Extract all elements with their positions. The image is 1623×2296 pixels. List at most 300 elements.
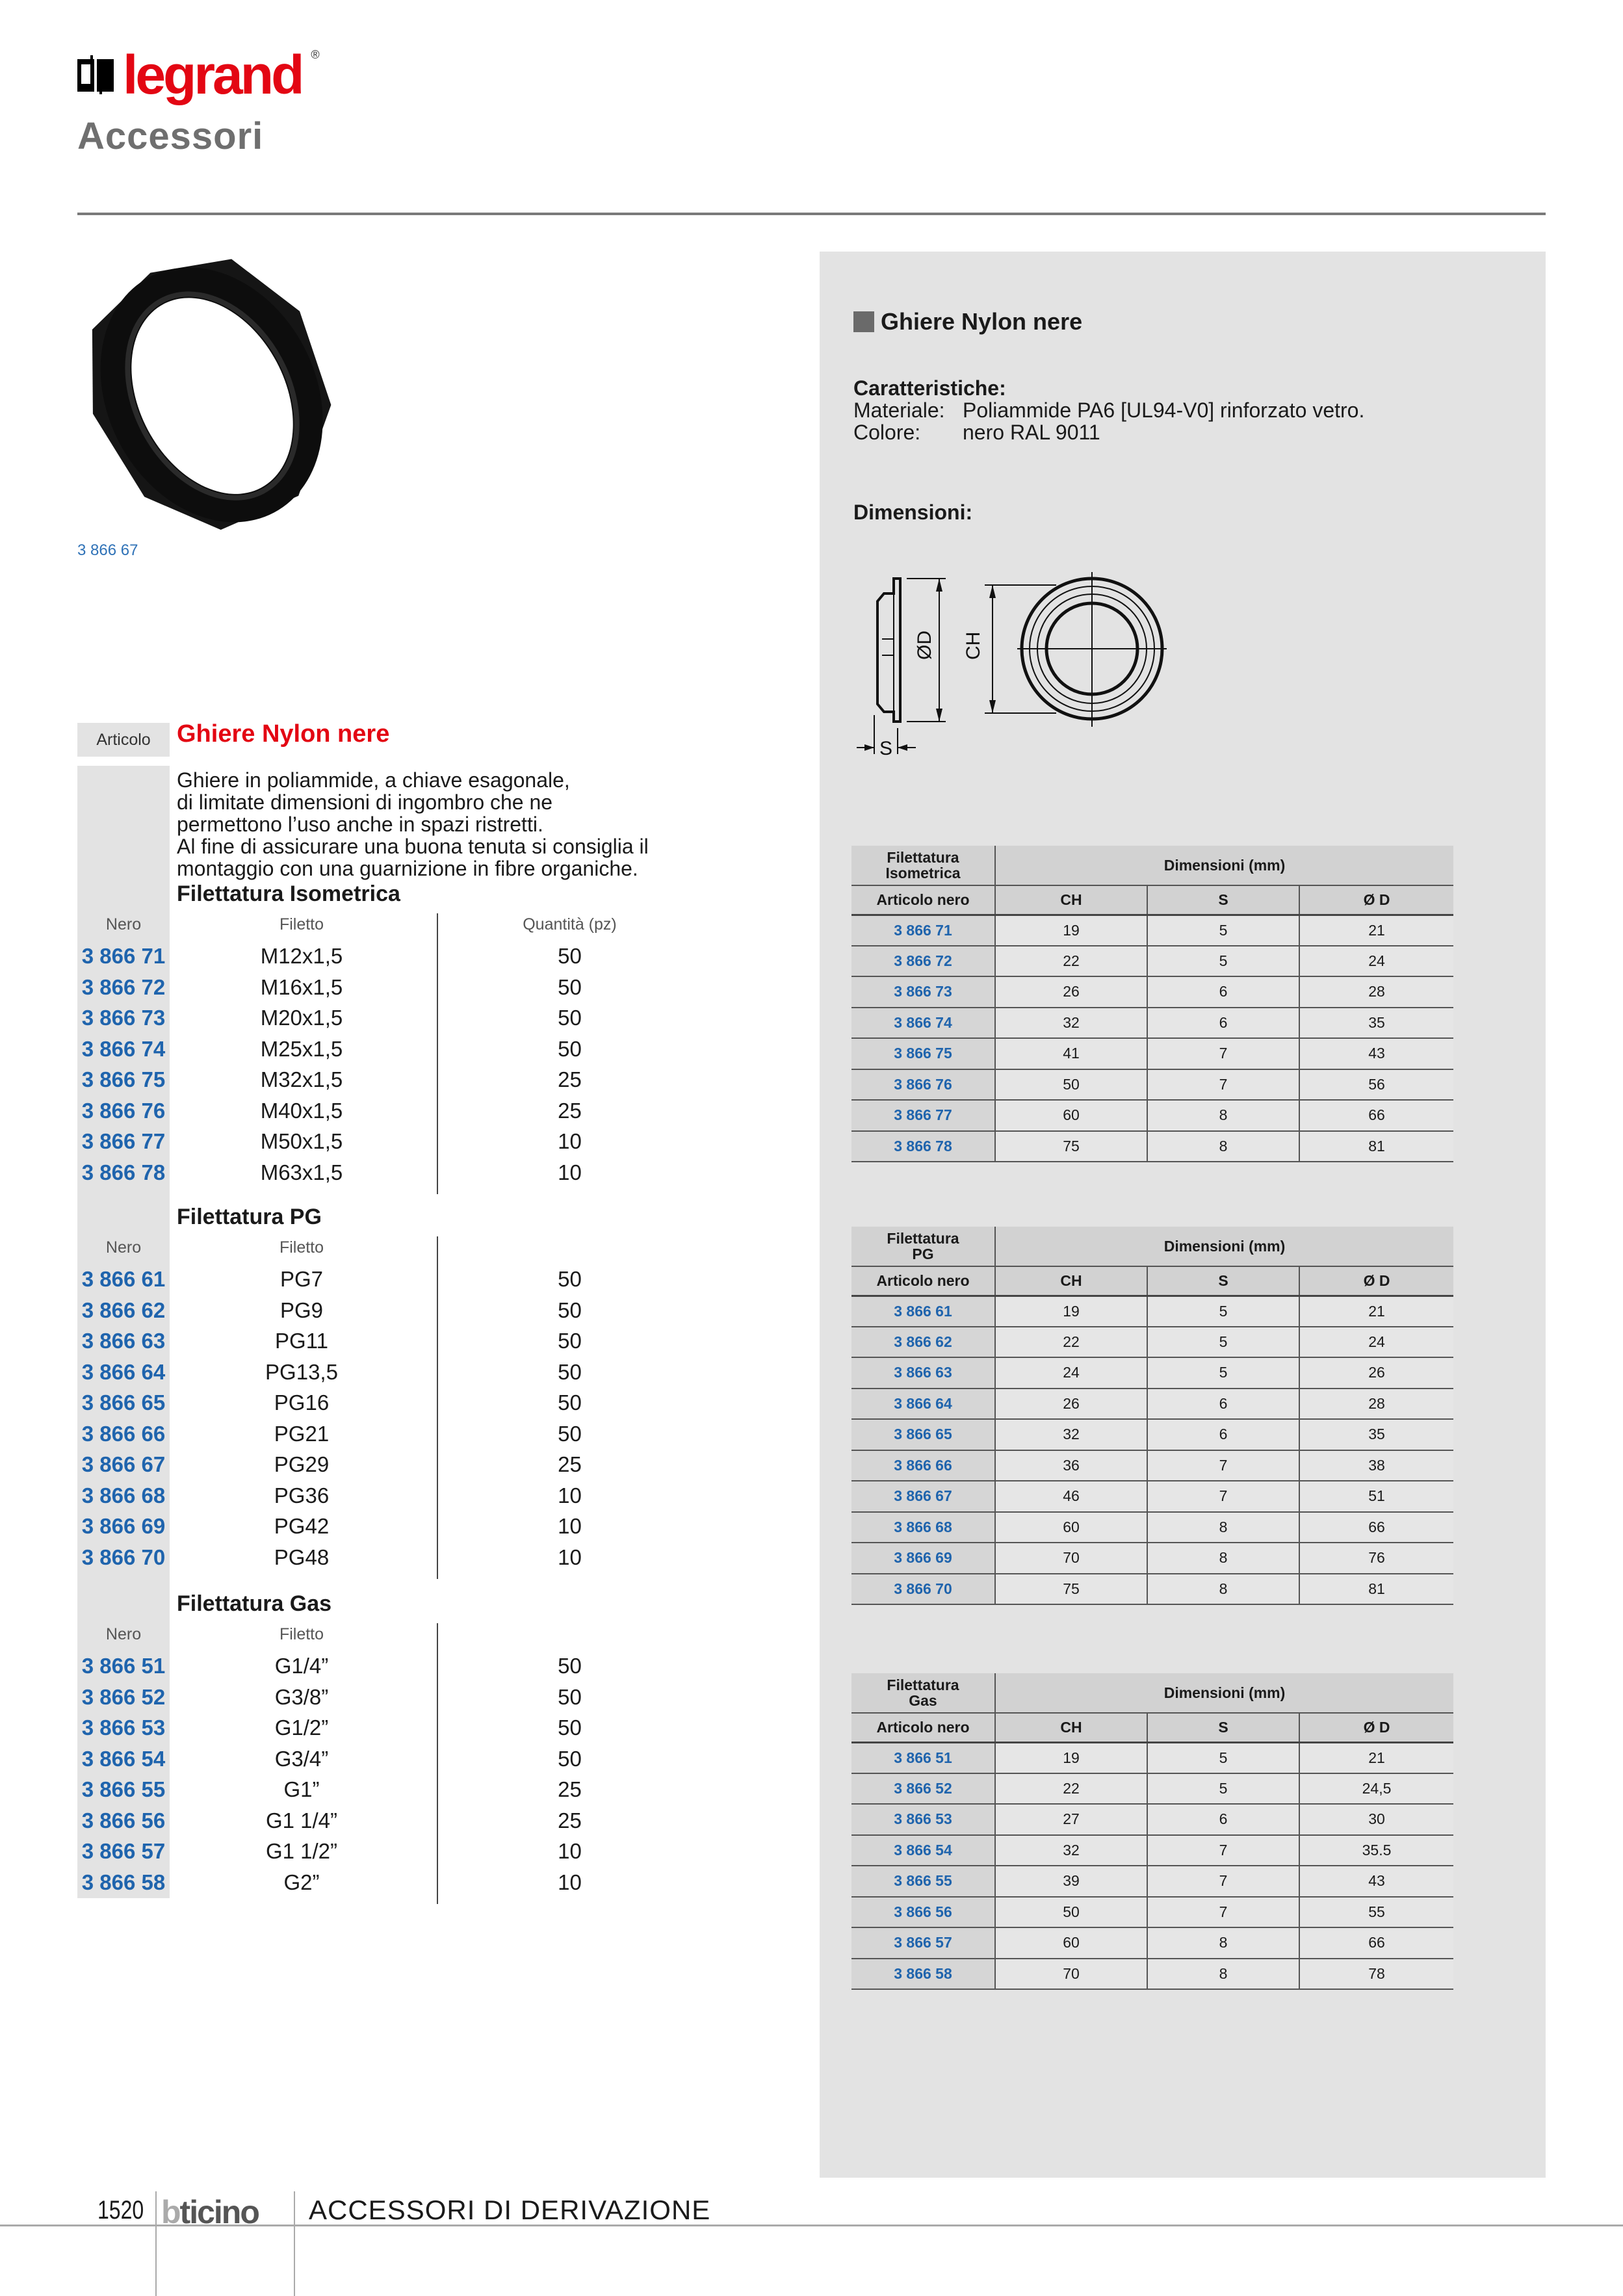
ch-value: 46 bbox=[995, 1481, 1147, 1512]
dimensions-table bbox=[851, 1227, 1453, 1605]
product-description bbox=[177, 769, 736, 880]
product-photo-lock-nut bbox=[78, 244, 351, 543]
article-code: 3 866 73 bbox=[851, 976, 995, 1008]
article-code: 3 866 73 bbox=[81, 1006, 166, 1030]
dimensions-title: Dimensioni: bbox=[853, 501, 973, 524]
s-value: 8 bbox=[1147, 1574, 1299, 1605]
quantity: 50 bbox=[558, 1421, 582, 1446]
dimension-column-header: Ø D bbox=[1299, 1266, 1453, 1296]
table-subheader-row bbox=[851, 885, 1453, 915]
thread-size: PG13,5 bbox=[265, 1359, 338, 1384]
table-row bbox=[77, 1095, 662, 1127]
article-code: 3 866 78 bbox=[81, 1160, 166, 1184]
s-value: 6 bbox=[1147, 1804, 1299, 1835]
article-code: 3 866 53 bbox=[851, 1804, 995, 1835]
article-code: 3 866 68 bbox=[81, 1483, 166, 1507]
thread-header-line2: PG bbox=[912, 1246, 934, 1262]
article-code: 3 866 71 bbox=[851, 915, 995, 946]
thread-size: G3/8” bbox=[274, 1684, 329, 1709]
s-label: S bbox=[879, 738, 893, 759]
table-row bbox=[851, 976, 1453, 1008]
article-column-header: Articolo nero bbox=[851, 1266, 995, 1296]
article-code: 3 866 65 bbox=[81, 1390, 166, 1415]
thread-size: G1/4” bbox=[274, 1654, 329, 1678]
panel-title bbox=[853, 308, 1082, 335]
article-code: 3 866 66 bbox=[851, 1450, 995, 1481]
diameter-value: 78 bbox=[1299, 1959, 1453, 1990]
diameter-value: 66 bbox=[1299, 1100, 1453, 1131]
ch-value: 75 bbox=[995, 1574, 1147, 1605]
quantity: 10 bbox=[558, 1129, 582, 1153]
thread-size: PG29 bbox=[274, 1452, 330, 1476]
thread-size: M50x1,5 bbox=[260, 1129, 343, 1153]
table-row bbox=[77, 1867, 662, 1898]
table-row bbox=[77, 1418, 662, 1450]
s-value: 6 bbox=[1147, 1419, 1299, 1450]
characteristics-title: Caratteristiche: bbox=[853, 376, 1006, 400]
diameter-value: 24,5 bbox=[1299, 1773, 1453, 1805]
description-line: Al fine di assicurare una buona tenuta si consiglia il bbox=[177, 835, 649, 858]
article-code: 3 866 67 bbox=[851, 1481, 995, 1512]
diameter-value: 21 bbox=[1299, 1296, 1453, 1327]
ch-value: 19 bbox=[995, 1296, 1147, 1327]
thread-header-line1: Filettatura bbox=[887, 1230, 959, 1247]
article-code: 3 866 53 bbox=[81, 1715, 166, 1740]
article-code: 3 866 61 bbox=[851, 1296, 995, 1327]
thread-size: PG42 bbox=[274, 1514, 330, 1538]
quantity: 50 bbox=[558, 1390, 582, 1415]
characteristics bbox=[853, 377, 1364, 443]
quantity: 50 bbox=[558, 1715, 582, 1740]
s-value: 7 bbox=[1147, 1038, 1299, 1069]
thread-size: G3/4” bbox=[274, 1746, 329, 1771]
color-value: nero RAL 9011 bbox=[963, 421, 1100, 444]
table-row bbox=[77, 1264, 662, 1295]
article-code: 3 866 55 bbox=[851, 1866, 995, 1897]
article-code: 3 866 68 bbox=[851, 1512, 995, 1543]
table-row bbox=[851, 1574, 1453, 1605]
section-title: Filettatura Isometrica bbox=[177, 881, 400, 906]
table-row bbox=[851, 1038, 1453, 1069]
s-value: 5 bbox=[1147, 1357, 1299, 1389]
s-value: 7 bbox=[1147, 1450, 1299, 1481]
dimension-column-header: S bbox=[1147, 885, 1299, 915]
quantity: 50 bbox=[558, 1684, 582, 1709]
quantity: 25 bbox=[558, 1808, 582, 1833]
article-code: 3 866 61 bbox=[81, 1267, 166, 1291]
table-row bbox=[77, 1511, 662, 1542]
thread-size: G1 1/2” bbox=[265, 1839, 338, 1863]
diameter-value: 43 bbox=[1299, 1866, 1453, 1897]
s-value: 5 bbox=[1147, 915, 1299, 946]
column-header: Filetto bbox=[279, 915, 324, 933]
article-code: 3 866 55 bbox=[81, 1777, 166, 1801]
table-row bbox=[77, 1743, 662, 1775]
s-value: 6 bbox=[1147, 976, 1299, 1008]
diameter-value: 24 bbox=[1299, 946, 1453, 977]
table-row bbox=[77, 1449, 662, 1480]
quantity: 50 bbox=[558, 1298, 582, 1322]
article-code: 3 866 77 bbox=[851, 1100, 995, 1131]
table-row bbox=[77, 1357, 662, 1388]
column-header: Nero bbox=[105, 915, 142, 933]
diameter-value: 21 bbox=[1299, 1742, 1453, 1773]
ch-value: 24 bbox=[995, 1357, 1147, 1389]
diameter-value: 35 bbox=[1299, 1008, 1453, 1039]
dimensions-table bbox=[851, 1673, 1453, 1990]
material-label: Materiale: bbox=[853, 398, 945, 422]
ch-value: 22 bbox=[995, 1327, 1147, 1358]
quantity: 50 bbox=[558, 1359, 582, 1384]
article-code: 3 866 54 bbox=[851, 1835, 995, 1866]
diameter-value: 30 bbox=[1299, 1804, 1453, 1835]
s-value: 8 bbox=[1147, 1131, 1299, 1162]
table-row bbox=[851, 1866, 1453, 1897]
s-value: 5 bbox=[1147, 1327, 1299, 1358]
thread-size: M16x1,5 bbox=[260, 974, 343, 999]
table-row bbox=[851, 1327, 1453, 1358]
thread-size: M32x1,5 bbox=[260, 1067, 343, 1091]
thread-type-header bbox=[851, 1673, 995, 1713]
diameter-label: ØD bbox=[914, 631, 935, 660]
thread-size: PG21 bbox=[274, 1421, 330, 1446]
ch-value: 70 bbox=[995, 1959, 1147, 1990]
s-value: 8 bbox=[1147, 1959, 1299, 1990]
article-code: 3 866 66 bbox=[81, 1421, 166, 1446]
ch-value: 60 bbox=[995, 1100, 1147, 1131]
article-code: 3 866 76 bbox=[81, 1098, 166, 1123]
dimension-column-header: Ø D bbox=[1299, 885, 1453, 915]
legrand-mark-icon bbox=[77, 55, 114, 94]
description-line: montaggio con una guarnizione in fibre organiche. bbox=[177, 857, 638, 880]
article-code: 3 866 70 bbox=[81, 1545, 166, 1569]
diameter-value: 21 bbox=[1299, 915, 1453, 946]
quantity: 25 bbox=[558, 1067, 582, 1091]
product-image-code: 3 866 67 bbox=[77, 541, 138, 559]
table-row bbox=[77, 1387, 662, 1418]
s-value: 5 bbox=[1147, 1296, 1299, 1327]
thread-size: PG9 bbox=[279, 1298, 324, 1322]
table-row bbox=[77, 1157, 662, 1188]
ch-value: 22 bbox=[995, 1773, 1147, 1805]
table-row bbox=[77, 972, 662, 1003]
description-line: Ghiere in poliammide, a chiave esagonale, bbox=[177, 768, 570, 792]
diameter-value: 81 bbox=[1299, 1131, 1453, 1162]
s-value: 6 bbox=[1147, 1008, 1299, 1039]
article-code: 3 866 75 bbox=[851, 1038, 995, 1069]
description-line: permettono l’uso anche in spazi ristretti. bbox=[177, 813, 543, 836]
s-value: 7 bbox=[1147, 1069, 1299, 1101]
quantity: 50 bbox=[558, 1267, 582, 1291]
quantity: 50 bbox=[558, 1654, 582, 1678]
footer-vertical-divider bbox=[294, 2191, 295, 2296]
article-code: 3 866 62 bbox=[81, 1298, 166, 1322]
s-value: 8 bbox=[1147, 1512, 1299, 1543]
column-header: Nero bbox=[105, 1625, 142, 1643]
ch-value: 39 bbox=[995, 1866, 1147, 1897]
quantity: 25 bbox=[558, 1777, 582, 1801]
bticino-logo bbox=[161, 2193, 259, 2231]
description-line: di limitate dimensioni di ingombro che ne bbox=[177, 790, 553, 814]
section-header-row bbox=[77, 1232, 662, 1264]
quantity: 50 bbox=[558, 944, 582, 968]
page-section-title: Accessori bbox=[77, 115, 264, 157]
table-row bbox=[77, 1774, 662, 1805]
article-code: 3 866 78 bbox=[851, 1131, 995, 1162]
article-code: 3 866 54 bbox=[81, 1746, 166, 1771]
diameter-value: 81 bbox=[1299, 1574, 1453, 1605]
ch-value: 36 bbox=[995, 1450, 1147, 1481]
dimension-column-header: S bbox=[1147, 1266, 1299, 1296]
table-row bbox=[77, 1002, 662, 1034]
thread-size: M20x1,5 bbox=[260, 1006, 343, 1030]
ch-value: 32 bbox=[995, 1835, 1147, 1866]
section-title: Filettatura PG bbox=[177, 1205, 322, 1229]
s-value: 7 bbox=[1147, 1835, 1299, 1866]
thread-size: G1” bbox=[283, 1777, 320, 1801]
bticino-logo-rest: ticino bbox=[179, 2194, 259, 2230]
quantity: 10 bbox=[558, 1870, 582, 1894]
article-code: 3 866 58 bbox=[851, 1959, 995, 1990]
diameter-value: 28 bbox=[1299, 976, 1453, 1008]
thread-size: PG36 bbox=[274, 1483, 330, 1507]
registered-mark: ® bbox=[311, 48, 320, 61]
ch-value: 32 bbox=[995, 1008, 1147, 1039]
dimension-column-header: CH bbox=[995, 1266, 1147, 1296]
article-code: 3 866 72 bbox=[81, 974, 166, 999]
table-header-row bbox=[851, 846, 1453, 885]
footer-title: ACCESSORI DI DERIVAZIONE bbox=[309, 2195, 711, 2225]
s-value: 5 bbox=[1147, 1742, 1299, 1773]
article-code: 3 866 72 bbox=[851, 946, 995, 977]
section-header-row bbox=[77, 1619, 662, 1650]
table-row bbox=[851, 1296, 1453, 1327]
article-code: 3 866 70 bbox=[851, 1574, 995, 1605]
diameter-value: 43 bbox=[1299, 1038, 1453, 1069]
table-row bbox=[851, 1450, 1453, 1481]
column-header: Filetto bbox=[279, 1238, 324, 1257]
square-bullet-icon bbox=[853, 311, 874, 332]
quantity: 25 bbox=[558, 1098, 582, 1123]
section-header-row bbox=[77, 909, 662, 941]
article-label: Articolo bbox=[77, 723, 170, 757]
dimension-drawing bbox=[848, 562, 1186, 764]
table-subheader-row bbox=[851, 1713, 1453, 1742]
article-code: 3 866 74 bbox=[81, 1036, 166, 1061]
table-row bbox=[851, 1008, 1453, 1039]
thread-size: PG7 bbox=[279, 1267, 324, 1291]
catalog-title: Ghiere Nylon nere bbox=[177, 720, 390, 748]
s-value: 8 bbox=[1147, 1543, 1299, 1574]
article-column-header: Articolo nero bbox=[851, 1713, 995, 1742]
thread-header-line2: Isometrica bbox=[885, 865, 961, 881]
ch-value: 70 bbox=[995, 1543, 1147, 1574]
panel-title-text: Ghiere Nylon nere bbox=[881, 308, 1083, 335]
table-row bbox=[851, 1742, 1453, 1773]
article-code: 3 866 51 bbox=[851, 1742, 995, 1773]
article-code: 3 866 51 bbox=[81, 1654, 166, 1678]
table-row bbox=[77, 1126, 662, 1157]
ch-value: 26 bbox=[995, 976, 1147, 1008]
table-row bbox=[851, 1419, 1453, 1450]
s-value: 7 bbox=[1147, 1897, 1299, 1928]
bticino-logo-b: b bbox=[161, 2194, 180, 2230]
quantity: 10 bbox=[558, 1483, 582, 1507]
diameter-value: 35.5 bbox=[1299, 1835, 1453, 1866]
ch-label: CH bbox=[963, 631, 984, 660]
table-row bbox=[851, 1100, 1453, 1131]
ch-value: 50 bbox=[995, 1069, 1147, 1101]
table-row bbox=[77, 941, 662, 972]
article-code: 3 866 71 bbox=[81, 944, 166, 968]
article-code: 3 866 69 bbox=[81, 1514, 166, 1538]
legrand-logo bbox=[77, 46, 320, 104]
table-row bbox=[851, 1804, 1453, 1835]
thread-header-line2: Gas bbox=[909, 1692, 937, 1709]
table-row bbox=[77, 1805, 662, 1836]
ch-value: 32 bbox=[995, 1419, 1147, 1450]
footer-vertical-divider bbox=[155, 2191, 157, 2296]
dimensions-header: Dimensioni (mm) bbox=[995, 846, 1453, 885]
article-code: 3 866 63 bbox=[851, 1357, 995, 1389]
table-row bbox=[851, 1927, 1453, 1959]
quantity: 10 bbox=[558, 1545, 582, 1569]
ch-value: 60 bbox=[995, 1927, 1147, 1959]
article-code: 3 866 64 bbox=[851, 1389, 995, 1420]
dimension-column-header: S bbox=[1147, 1713, 1299, 1742]
thread-size: G1/2” bbox=[274, 1715, 329, 1740]
table-row bbox=[77, 1295, 662, 1326]
diameter-value: 66 bbox=[1299, 1927, 1453, 1959]
diameter-value: 35 bbox=[1299, 1419, 1453, 1450]
color-label: Colore: bbox=[853, 421, 921, 444]
quantity: 10 bbox=[558, 1514, 582, 1538]
s-value: 8 bbox=[1147, 1927, 1299, 1959]
thread-size: M12x1,5 bbox=[260, 944, 343, 968]
article-column-header: Articolo nero bbox=[851, 885, 995, 915]
article-code: 3 866 76 bbox=[851, 1069, 995, 1101]
column-header: Nero bbox=[105, 1238, 142, 1257]
ch-value: 75 bbox=[995, 1131, 1147, 1162]
table-row bbox=[851, 1481, 1453, 1512]
s-value: 8 bbox=[1147, 1100, 1299, 1131]
header-divider bbox=[77, 213, 1546, 215]
quantity: 50 bbox=[558, 1036, 582, 1061]
article-code: 3 866 62 bbox=[851, 1327, 995, 1358]
diameter-value: 66 bbox=[1299, 1512, 1453, 1543]
dimension-column-header: CH bbox=[995, 1713, 1147, 1742]
table-subheader-row bbox=[851, 1266, 1453, 1296]
article-code: 3 866 67 bbox=[81, 1452, 166, 1476]
article-code: 3 866 63 bbox=[81, 1329, 166, 1353]
quantity: 50 bbox=[558, 1746, 582, 1771]
article-code: 3 866 57 bbox=[81, 1839, 166, 1863]
thread-size: G1 1/4” bbox=[265, 1808, 338, 1833]
article-code: 3 866 56 bbox=[81, 1808, 166, 1833]
table-row bbox=[851, 1131, 1453, 1162]
article-code: 3 866 57 bbox=[851, 1927, 995, 1959]
page-number: 1520 bbox=[97, 2196, 144, 2224]
diameter-value: 55 bbox=[1299, 1897, 1453, 1928]
article-code: 3 866 52 bbox=[851, 1773, 995, 1805]
article-code: 3 866 75 bbox=[81, 1067, 166, 1091]
table-header-row bbox=[851, 1673, 1453, 1713]
diameter-value: 51 bbox=[1299, 1481, 1453, 1512]
s-value: 6 bbox=[1147, 1389, 1299, 1420]
table-row bbox=[851, 1897, 1453, 1928]
quantity: 50 bbox=[558, 1006, 582, 1030]
diameter-value: 38 bbox=[1299, 1450, 1453, 1481]
table-row bbox=[851, 1389, 1453, 1420]
thread-size: PG11 bbox=[275, 1329, 328, 1353]
ch-value: 19 bbox=[995, 915, 1147, 946]
thread-size: G2” bbox=[283, 1870, 320, 1894]
column-header: Filetto bbox=[279, 1625, 324, 1643]
table-row bbox=[851, 946, 1453, 977]
ch-value: 41 bbox=[995, 1038, 1147, 1069]
article-code: 3 866 64 bbox=[81, 1359, 166, 1384]
s-value: 5 bbox=[1147, 1773, 1299, 1805]
table-row bbox=[851, 915, 1453, 946]
dimension-column-header: CH bbox=[995, 885, 1147, 915]
quantity: 25 bbox=[558, 1452, 582, 1476]
table-row bbox=[851, 1773, 1453, 1805]
table-row bbox=[77, 1650, 662, 1682]
quantity: 50 bbox=[558, 974, 582, 999]
table-row bbox=[77, 1064, 662, 1095]
ch-value: 26 bbox=[995, 1389, 1147, 1420]
column-header: Quantità (pz) bbox=[523, 915, 617, 933]
quantity: 50 bbox=[558, 1329, 582, 1353]
table-row bbox=[851, 1835, 1453, 1866]
material-value: Poliammide PA6 [UL94-V0] rinforzato vetro. bbox=[963, 398, 1365, 422]
table-row bbox=[77, 1836, 662, 1867]
table-row bbox=[851, 1069, 1453, 1101]
diameter-value: 56 bbox=[1299, 1069, 1453, 1101]
article-code: 3 866 65 bbox=[851, 1419, 995, 1450]
table-row bbox=[77, 1712, 662, 1743]
ch-value: 22 bbox=[995, 946, 1147, 977]
table-row bbox=[77, 1480, 662, 1511]
s-value: 7 bbox=[1147, 1866, 1299, 1897]
thread-type-header bbox=[851, 846, 995, 885]
article-code: 3 866 58 bbox=[81, 1870, 166, 1894]
table-row bbox=[77, 1325, 662, 1357]
table-row bbox=[851, 1959, 1453, 1990]
quantity: 10 bbox=[558, 1160, 582, 1184]
dimension-column-header: Ø D bbox=[1299, 1713, 1453, 1742]
thread-size: M40x1,5 bbox=[260, 1098, 343, 1123]
table-header-row bbox=[851, 1227, 1453, 1266]
ch-value: 50 bbox=[995, 1897, 1147, 1928]
table-row bbox=[851, 1512, 1453, 1543]
ch-value: 19 bbox=[995, 1742, 1147, 1773]
article-code: 3 866 74 bbox=[851, 1008, 995, 1039]
diameter-value: 76 bbox=[1299, 1543, 1453, 1574]
table-row bbox=[851, 1543, 1453, 1574]
thread-size: PG16 bbox=[274, 1390, 330, 1415]
ch-value: 27 bbox=[995, 1804, 1147, 1835]
table-row bbox=[77, 1542, 662, 1573]
thread-size: M25x1,5 bbox=[260, 1036, 343, 1061]
table-row bbox=[851, 1357, 1453, 1389]
ch-value: 60 bbox=[995, 1512, 1147, 1543]
dimensions-header: Dimensioni (mm) bbox=[995, 1227, 1453, 1266]
thread-header-line1: Filettatura bbox=[887, 1676, 959, 1693]
article-code: 3 866 56 bbox=[851, 1897, 995, 1928]
article-code: 3 866 52 bbox=[81, 1684, 166, 1709]
diameter-value: 24 bbox=[1299, 1327, 1453, 1358]
